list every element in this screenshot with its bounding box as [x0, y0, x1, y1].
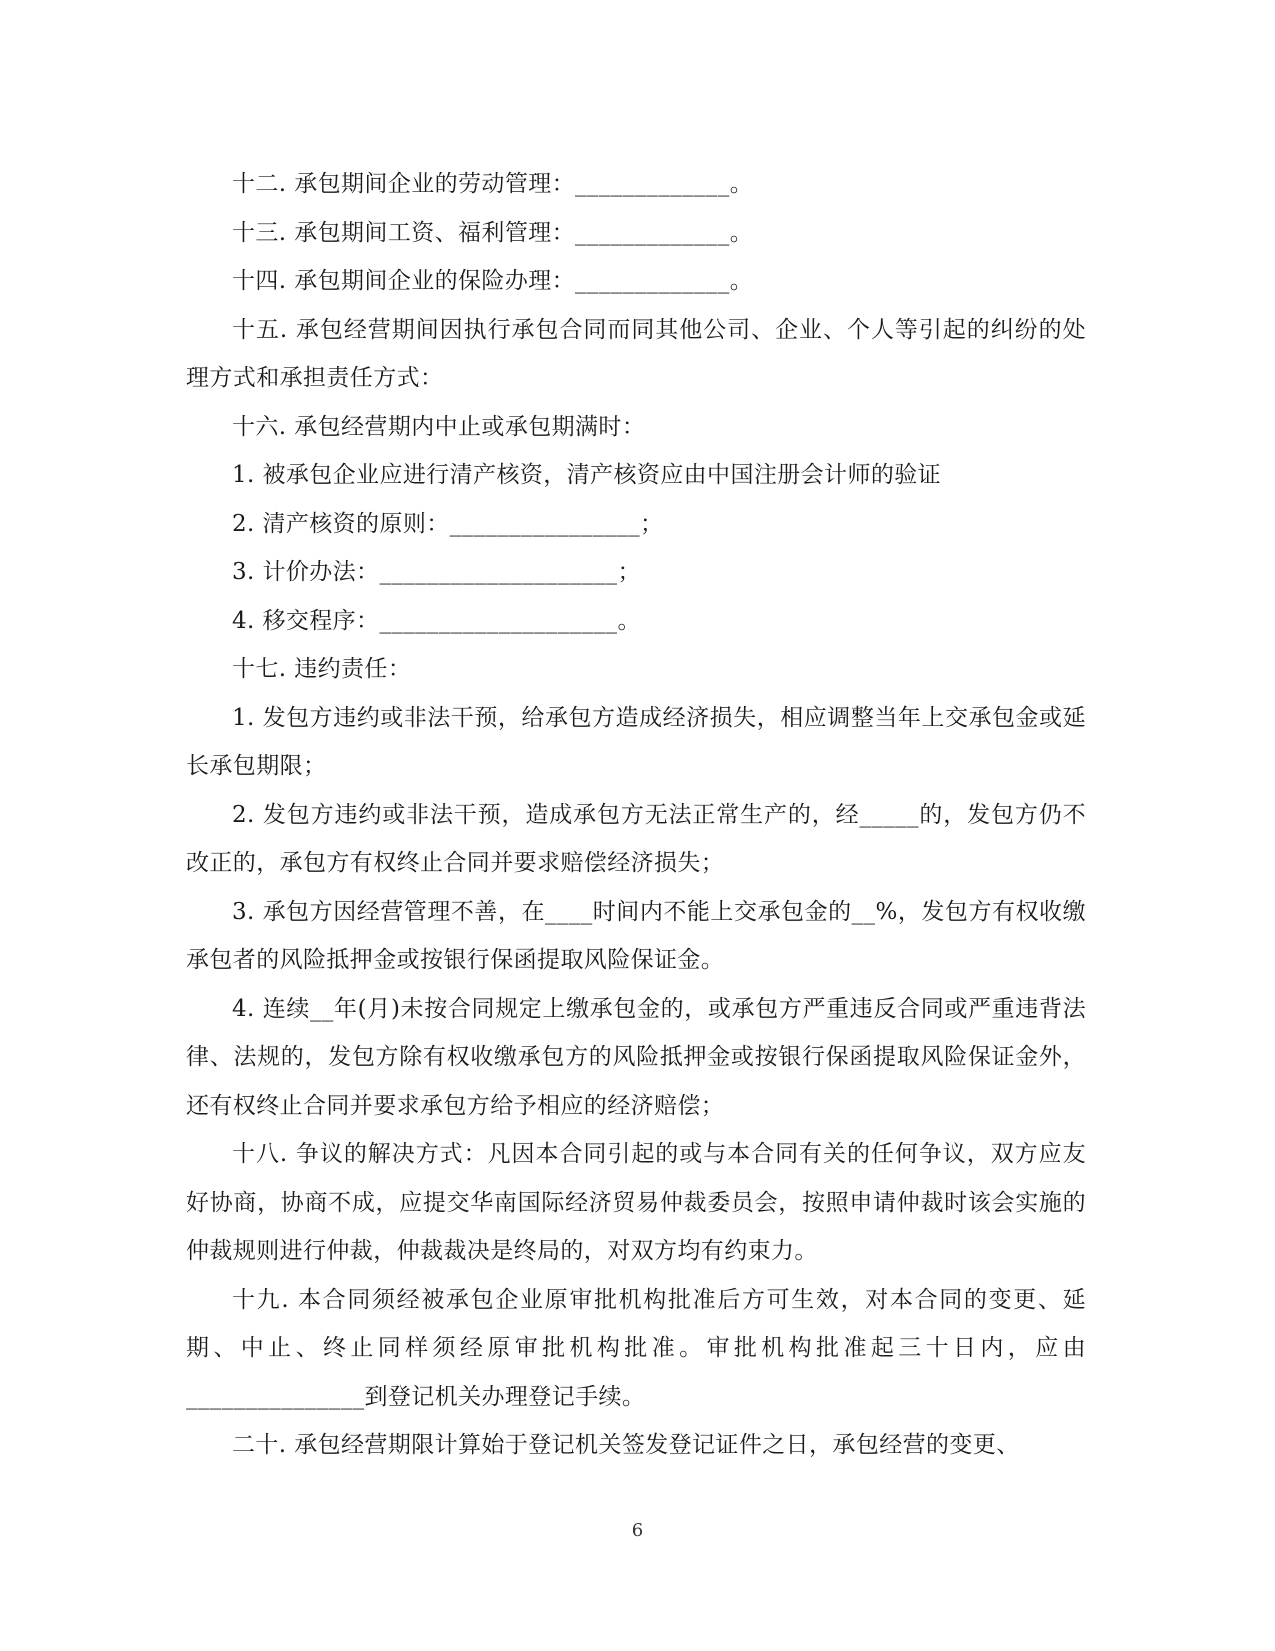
- page-number: 6: [631, 1520, 644, 1541]
- clause-16-item-1: 1. 被承包企业应进行清产核资，清产核资应由中国注册会计师的验证: [232, 462, 942, 488]
- clause-20-term: 二十. 承包经营期限计算始于登记机关签发登记证件之日，承包经营的变更、: [232, 1432, 1020, 1458]
- clause-17-liability: 十七. 违约责任：: [232, 656, 412, 682]
- clause-16-item-2: 2. 清产核资的原则：________________；: [232, 510, 664, 537]
- clause-14-insurance: 十四. 承包期间企业的保险办理：_____________。: [232, 268, 754, 294]
- clause-17-item-1: 1. 发包方违约或非法干预，给承包方造成经济损失，相应调整当年上交承包金或延长承包期限；: [186, 704, 1086, 779]
- clause-17-item-4: 4. 连续__年(月)未按合同规定上缴承包金的，或承包方严重违反合同或严重违背法律、法规的，发包方除有权收缴承包方的风险抵押金或按银行保函提取风险保证金外，还有权终止合同并要求承包方给予相应的经济赔偿；: [186, 995, 1086, 1119]
- contract-body: [186, 160, 1086, 1470]
- clause-13-wage-welfare: 十三. 承包期间工资、福利管理：_____________。: [232, 219, 754, 246]
- clause-17-item-2: 2. 发包方违约或非法干预，造成承包方无法正常生产的，经_____的，发包方仍不改正的，承包方有权终止合同并要求赔偿经济损失；: [186, 801, 1086, 876]
- clause-12-labor-management: 十二. 承包期间企业的劳动管理：_____________。: [232, 171, 754, 197]
- clause-18-dispute-resolution: 十八. 争议的解决方式：凡因本合同引起的或与本合同有关的任何争议，双方应友好协商，协商不成，应提交华南国际经济贸易仲裁委员会，按照申请仲裁时该会实施的仲裁规则进行仲裁，仲裁裁决是终局的，对双方均有约束力。: [186, 1141, 1086, 1264]
- clause-16-item-4: 4. 移交程序：____________________。: [232, 607, 641, 634]
- clause-19-approval: 十九. 本合同须经被承包企业原审批机构批准后方可生效，对本合同的变更、延期、中止、终止同样须经原审批机构批准。审批机构批准起三十日内，应由_______________到登记机关办理登记手续。: [186, 1286, 1086, 1410]
- clause-17-item-3: 3. 承包方因经营管理不善，在____时间内不能上交承包金的__%，发包方有权收缴承包者的风险抵押金或按银行保函提取风险保证金。: [186, 898, 1086, 973]
- clause-15-dispute-handling: 十五. 承包经营期间因执行承包合同而同其他公司、企业、个人等引起的纠纷的处理方式和承担责任方式：: [186, 316, 1086, 391]
- clause-16-item-3: 3. 计价办法：____________________；: [232, 559, 641, 585]
- clause-16-termination: 十六. 承包经营期内中止或承包期满时：: [232, 413, 646, 440]
